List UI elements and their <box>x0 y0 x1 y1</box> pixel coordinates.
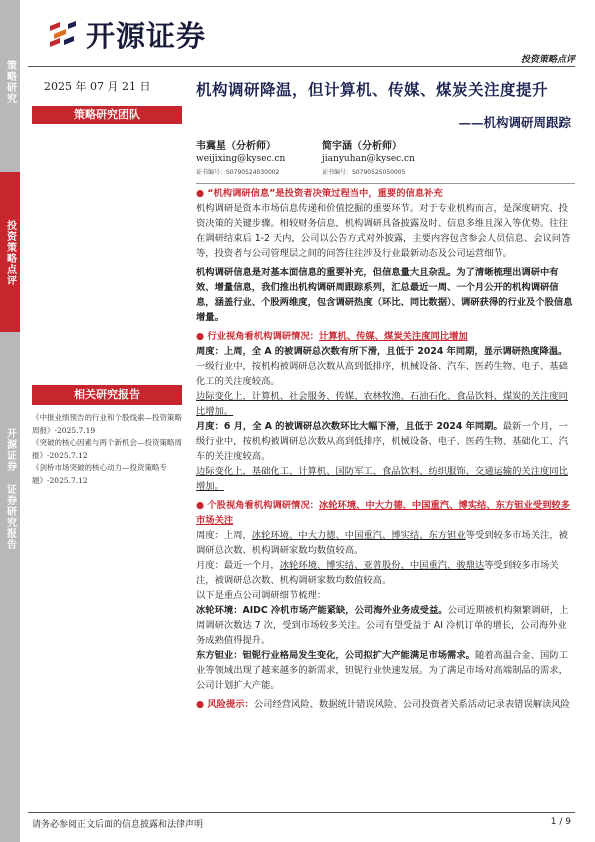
main-body <box>196 186 574 712</box>
section-heading: ● 个股视角看机构调研情况：冰轮环境、中大力德、中国重汽、博实结、东方钽业受到较多市场关注 <box>196 500 570 526</box>
report-date: 2025 年 07 月 21 日 <box>44 80 151 93</box>
bullet-icon: ● <box>196 699 208 710</box>
bullet-icon: ● <box>196 331 208 342</box>
related-reports-list <box>32 412 184 487</box>
paragraph: 机构调研是资本市场信息传递和价值挖掘的重要环节。对于专业机构而言，是深度研究、投资决策的关键步骤。相较财务信息，机构调研具备披露及时、信息多维且深入等优势。往往在调研结束后 1-2 天内，公司以公告方式对外披露，主要内容包含参会人员信息、会议问答等，投资者与公司管理层之间的问答往往涉及行业最新动态及公司运营细节。 <box>196 203 571 259</box>
related-report-item[interactable]: 《中报业绩预告的行业和个股线索—投资策略周报》-2025.7.19 <box>32 413 182 435</box>
risk-notice: ● 风险提示：公司经营风险、数据统计错误风险、公司投资者关系活动记录表错误解读风险 <box>196 699 570 710</box>
paragraph: 边际变化上，基础化工、计算机、国防军工、食品饮料、纺织服饰、交通运输的关注度同比增加。 <box>196 466 568 492</box>
strip-label-report-type: 投资策略点评 <box>4 220 16 286</box>
related-report-item[interactable]: 《剑桥市场突破的核心动力—投资策略专题》-2025.7.12 <box>32 463 167 485</box>
page-number: 1 / 9 <box>550 817 571 827</box>
team-badge: 策略研究团队 <box>32 106 182 124</box>
analyst-name: 简宇涵（分析师） <box>322 141 402 152</box>
paragraph: 以下是重点公司调研细节梳理： <box>196 590 327 601</box>
bullet-icon: ● <box>196 500 208 511</box>
analyst-divider <box>196 183 575 184</box>
paragraph: 月度：6 月，全 A 的被调研总次数环比大幅下滑，且低于 2024 年同期。最新一个月，一级行业中，按机构被调研总次数从高到低排序，机械设备、电子、医药生物、基础化工、汽车的关注度较高。 <box>196 421 568 462</box>
analyst-email[interactable]: jianyuhan@kysec.cn <box>322 154 415 164</box>
analyst-cert: 证书编号：S0790524030002 <box>196 169 280 176</box>
report-type-label: 投资策略点评 <box>520 55 575 65</box>
bullet-icon: ● <box>196 188 208 199</box>
related-report-item[interactable]: 《突破的核心因素与两个新机会—投资策略周报》-2025.7.12 <box>32 438 182 460</box>
analyst-card <box>322 140 415 179</box>
side-strip <box>0 0 20 842</box>
strip-segment-strategy <box>0 0 20 172</box>
report-title: 机构调研降温，但计算机、传媒、煤炭关注度提升 <box>196 80 549 99</box>
analyst-email[interactable]: weijixing@kysec.cn <box>196 154 286 164</box>
paragraph: 周度：上周，全 A 的被调研总次数有所下滑，且低于 2024 年同期，显示调研热度降温。一级行业中，按机构被调研总次数从高到低排序，机械设备、汽车、医药生物、电子、基础化工的关注度较高。 <box>196 346 568 387</box>
logo-icon <box>46 18 80 52</box>
strip-label-brand: 开源证券 证券研究报告 <box>4 428 16 550</box>
strip-label-strategy: 策略研究 <box>4 60 16 104</box>
report-subtitle: ——机构调研周跟踪 <box>458 115 571 130</box>
section-heading: ● 行业视角看机构调研情况：计算机、传媒、煤炭关注度同比增加 <box>196 331 468 342</box>
paragraph: 周度：上周，冰轮环境、中大力德、中国重汽、博实结、东方钽业等受到较多市场关注，被调研总次数、机构调研家数均数值较高。 <box>196 530 568 556</box>
footer-divider <box>28 812 575 813</box>
strip-segment-report-type <box>0 172 20 332</box>
header-divider <box>28 66 575 67</box>
company-logo <box>46 14 206 55</box>
paragraph: 冰轮环境：AIDC 冷机市场产能紧缺，公司海外业务成受益。公司近期被机构频繁调研，上周调研次数达 7 次，受到市场较多关注。公司有望受益于 AI 冷机订单的增长，公司海外业务成熟值得提升。 <box>196 605 569 646</box>
logo-text: 开源证券 <box>86 19 207 53</box>
paragraph: 机构调研信息是对基本面信息的重要补充，但信息量大且杂乱。为了清晰梳理出调研中有效、增量信息，我们推出机构调研周跟踪系列，汇总最近一周、一个月公开的机构调研信息，涵盖行业、个股两维度，包含调研热度（环比、同比数据）、调研获得的行业及个股信息增量。 <box>196 267 573 323</box>
strip-segment-brand <box>0 332 20 842</box>
footer-disclaimer: 请务必参阅正文后面的信息披露和法律声明 <box>32 820 204 830</box>
paragraph: 月度：最近一个月，冰轮环境、博实结、亚普股份、中国重汽、骏鼎达等受到较多市场关注，被调研总次数、机构调研家数均数值较高。 <box>196 560 559 586</box>
analyst-card <box>196 140 285 179</box>
analyst-cert: 证书编号：S0790525050005 <box>322 169 406 176</box>
analyst-name: 韦冀星（分析师） <box>196 141 276 152</box>
paragraph: 东方钽业：钽铌行业格局发生变化，公司拟扩大产能满足市场需求。随着高温合金、国防工业等领域出现了越来越多的新需求，钽铌行业快速发展。为了满足市场对高端制品的需求，公司计划扩大产能。 <box>196 650 568 691</box>
paragraph: 边际变化上，计算机、社会服务、传媒、农林牧渔、石油石化、食品饮料、煤炭的关注度同比增加。 <box>196 391 568 417</box>
related-reports-title: 相关研究报告 <box>32 385 182 405</box>
section-heading: ● “机构调研信息”是投资者决策过程当中，重要的信息补充 <box>196 188 443 199</box>
